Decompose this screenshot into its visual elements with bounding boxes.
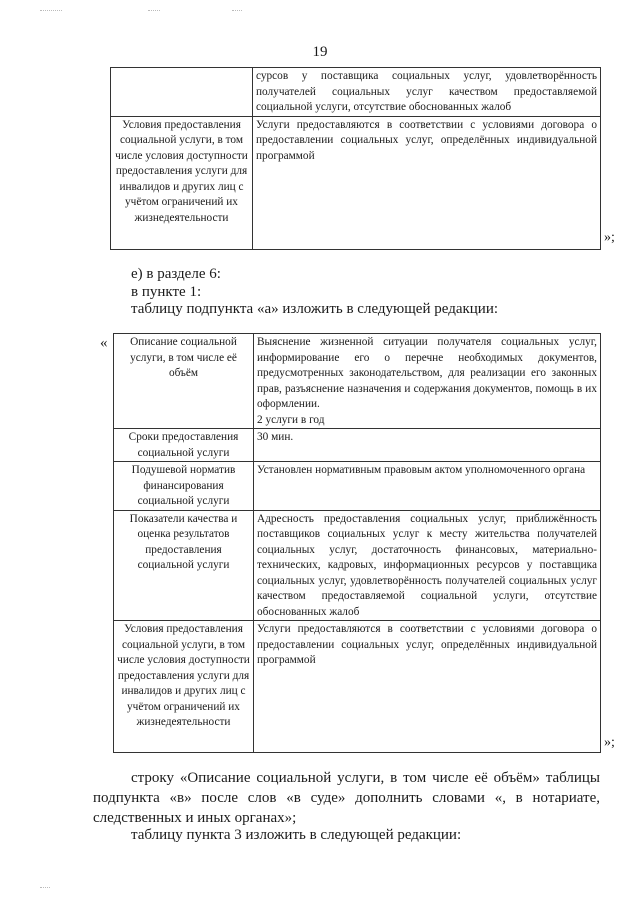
row-value: Услуги предоставляются в соответствии с условиями договора о предоставлении социальных услуг, определённых индивидуальной программой (254, 621, 601, 753)
table-row (114, 510, 601, 621)
section-e-instruction: таблицу подпункта «а» изложить в следующей редакции: (131, 301, 499, 317)
table-row (114, 621, 601, 753)
row-value: Услуги предоставляются в соответствии с условиями договора о предоставлении социальных услуг, определённых индивидуальной программой (253, 116, 601, 249)
row-value: Установлен нормативным правовым актом уполномоченного органа (254, 462, 601, 511)
closing-quote-mark: »; (604, 735, 615, 750)
table-row (111, 68, 601, 117)
amendment-paragraph: строку «Описание социальной услуги, в том числе её объём» таблицы подпункта «в» после слов «в суде» дополнить словами «, в нотариате, следственных и иных органах»; (93, 770, 600, 826)
scan-artifact (40, 887, 50, 888)
row-label: Условия предоставления социальной услуги, в том числе условия доступности предоставления услуги для инвалидов и других лиц с учётом ограничений их жизнедеятельности (114, 621, 254, 753)
table-row (114, 334, 601, 429)
row-value: Адресность предоставления социальных услуг, приближённость поставщиков социальных услуг к месту жительства получателей социальных услуг, достаточность финансовых, материально-технических, кадровых, информационных ресурсов у поставщика социальных услуг, удовлетворённость получателей социальных услуг качеством предоставляемой социальной услуги, отсутствие обоснованных жалоб (254, 510, 601, 621)
table-main (113, 333, 601, 753)
table-continued (110, 67, 601, 250)
scan-artifact (232, 10, 242, 11)
page-number: 19 (312, 44, 328, 60)
row-value: сурсов у поставщика социальных услуг, удовлетворённость получателей социальных услуг качеством предоставляемой социальной услуги, отсутствие обоснованных жалоб (253, 68, 601, 117)
scan-artifact (40, 10, 62, 11)
row-label: Условия предоставления социальной услуги, в том числе условия доступности предоставления услуги для инвалидов и других лиц с учётом ограничений их жизнедеятельности (111, 116, 253, 249)
opening-quote-mark: « (100, 335, 108, 351)
row-value: 30 мин. (254, 429, 601, 462)
row-label: Подушевой норматив финансирования социальной услуги (114, 462, 254, 511)
table-row (111, 116, 601, 249)
row-label: Показатели качества и оценка результатов предоставления социальной услуги (114, 510, 254, 621)
row-value-text: Выяснение жизненной ситуации получателя социальных услуг, информирование его о перечне необходимых документов, предусмотренных законодательством, для реализации его законных прав, разъяснение назначения и содержания документов, помощь в их оформлении. (257, 336, 597, 410)
row-label: Описание социальной услуги, в том числе её объём (114, 334, 254, 429)
table-row (114, 429, 601, 462)
row-value (254, 334, 601, 429)
row-label (111, 68, 253, 117)
section-e-item: в пункте 1: (131, 284, 202, 300)
closing-quote-mark: »; (604, 230, 615, 245)
row-label: Сроки предоставления социальной услуги (114, 429, 254, 462)
section-e-heading: е) в разделе 6: (131, 266, 221, 282)
amendment-paragraph: таблицу пункта 3 изложить в следующей редакции: (131, 827, 462, 843)
table-row (114, 462, 601, 511)
row-value-frequency: 2 услуги в год (257, 413, 325, 426)
scan-artifact (148, 10, 160, 11)
